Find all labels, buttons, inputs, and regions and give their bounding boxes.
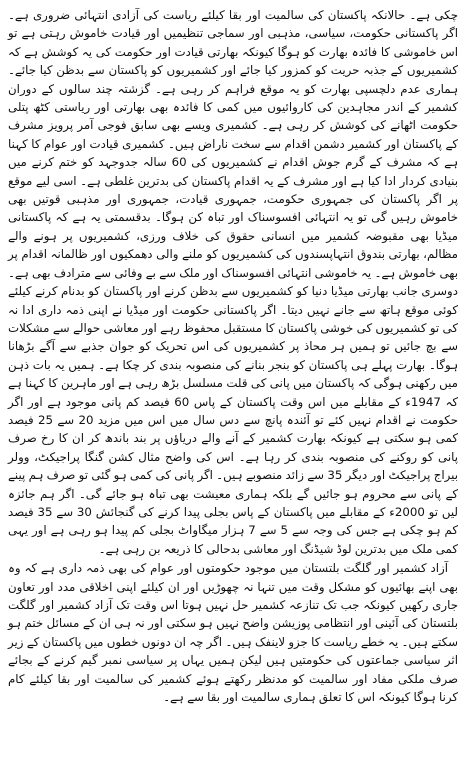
article-paragraph: چکی ہے۔ حالانکہ پاکستان کی سالمیت اور بقا کیلئے ریاست کی آزادی انتہائی ضروری ہے۔ اگر پاکستانی حکومت، سیاسی، مذہبی اور سماجی تنظیمیں اور قیادت خاموش رہتی ہے تو اس خاموشی کا فائدہ بھارت کو ہوگا کیونکہ بھارتی قیادت اور حکومت کی یہ کوشش ہے کہ کشمیریوں کے جذبہ حریت کو کمزور کیا جائے اور کشمیریوں کو پاکستان سے بدظن کیا جائے۔ ہماری عدم دلچسپی بھارت کو یہ موقع فراہم کر رہی ہے۔ گزشتہ چند سالوں کے دوران کشمیر کے اندر مجاہدین کی کاروائیوں میں کمی کا فائدہ بھی بھارتی اور ریاستی کٹھ پتلی حکومت اٹھانے کی کوشش کر رہی ہے۔ کشمیری ویسے بھی سابق فوجی آمر پرویز مشرف کے پاکستان اور کشمیر دشمن اقدام سے سخت ناراض ہیں۔ کشمیری قیادت اور عوام کا کہنا ہے کہ مشرف کے گرم جوش اقدام نے کشمیریوں کی 60 سالہ جدوجہد کو ختم کرنے میں بنیادی کردار ادا کیا ہے اور مشرف کے یہ اقدام پاکستان کی بدترین غلطی ہے۔ اسی لیے موقع پر اگر پاکستان کی جمہوری حکومت، جمہوری قیادت، جمہوری اور مذہبی قوتیں بھی خاموش رہیں گی تو یہ انتہائی افسوسناک اور تباہ کن ہوگا۔ بدقسمتی یہ ہے کہ پاکستانی میڈیا بھی مقبوضہ کشمیر میں انسانی حقوق کی خلاف ورزی، کشمیریوں پر ہونے والے مظالم، بھارتی بندوق انتہاپسندوں کی کشمیریوں کو ملنے والی دھمکیوں اور ظالمانہ اقدام پر بھی خاموش ہے۔ یہ خاموشی انتہائی افسوسناک اور ملک سے بے وفائی سے مترادف بھی ہے۔ دوسری جانب بھارتی میڈیا دنیا کو کشمیریوں سے بدظن کرنے اور پاکستان کو بدنام کرنے کیلئے کوئی موقع ہاتھ سے جانے نہیں دیتا۔ اگر پاکستانی حکومت اور میڈیا نے اپنی ذمہ داری ادا نہ کی تو کشمیریوں کی خوشی پاکستان کا مستقبل محفوظ رہے اور معاشی حوالے سے مشکلات سے بچ جائیں تو ہمیں ہر محاذ پر کشمیریوں کی اس تحریک کو جوان جذبے سے آگے بڑھانا ہوگا۔ بھارت پہلے ہی پاکستان کو بنجر بنانے کی منصوبہ بندی کر چکا ہے۔ ہمیں یہ بات ذہن میں رکھنی ہوگی کہ پاکستان میں پانی کی قلت مسلسل بڑھ رہی ہے اور ماہرین کا کہنا ہے کہ 1947ء کے مقابلے میں اس وقت پاکستان کے پاس 60 فیصد کم پانی موجود ہے اور اگر حکومت نے اقدام نہیں کئے تو آئندہ پانچ سے دس سال میں اس میں مزید 20 سے 25 فیصد کمی ہو سکتی ہے کیونکہ بھارت کشمیر کے آنے والے دریاؤں پر بند باندھ کر ان کا رخ صرف پانی کو روکنے کی منصوبہ بندی کر رہا ہے۔ اس کی واضح مثال کشن گنگا پراجیکٹ، وولر بیراج پراجیکٹ اور دیگر 35 سے زائد منصوبے ہیں۔ اگر پانی کی کمی ہو گئی تو صرف ہم پینے کے پانی سے محروم ہو جائیں گے بلکہ ہماری معیشت بھی تباہ ہو جائے گی۔ اگر ہم جائزہ لیں تو 2000ء کے مقابلے میں پاکستان کے پاس بجلی پیدا کرنے کی گنجائش 30 سے 35 فیصد کم ہو چکی ہے جس کی وجہ سے 5 سے 7 ہزار میگاواٹ بجلی کم پیدا ہو رہی ہے اور یہی کمی ملک میں بدترین لوڈ شیڈنگ اور معاشی بدحالی کا ذریعہ بن رہی ہے۔ [8,8,459,556]
article-paragraph: آزاد کشمیر اور گلگت بلتستان میں موجود حکومتوں اور عوام کی بھی ذمہ داری ہے کہ وہ بھی اپنے بھائیوں کو مشکل وقت میں تنہا نہ چھوڑیں اور ان کیلئے اپنی اخلاقی مدد اور تعاون جاری رکھیں کیونکہ جب تک تنازعہ کشمیر حل نہیں ہوتا اس وقت تک آزاد کشمیر اور گلگت بلتستان کی آئینی اور انتظامی پوزیشن واضح نہیں ہو سکتی اور نہ ہی ان کے مسائل ختم ہو سکتے ہیں۔ یہ خطے ریاست کا جزو لاینفک ہیں۔ اگر چہ ان دونوں خطوں میں پاکستان کے زیر اثر سیاسی جماعتوں کی حکومتیں ہیں لیکن ہمیں یہاں پر سیاسی نمبر گیم کرنے کے بجائے صرف ملکی مفاد اور سالمیت کو مدنظر رکھتے ہوئے کشمیر کی سالمیت اور بقا کیلئے کام کرنا ہوگا کیونکہ اس کا تعلق ہماری سالمیت اور بقا سے ہے۔ [8,561,458,705]
article-body [8,6,458,706]
